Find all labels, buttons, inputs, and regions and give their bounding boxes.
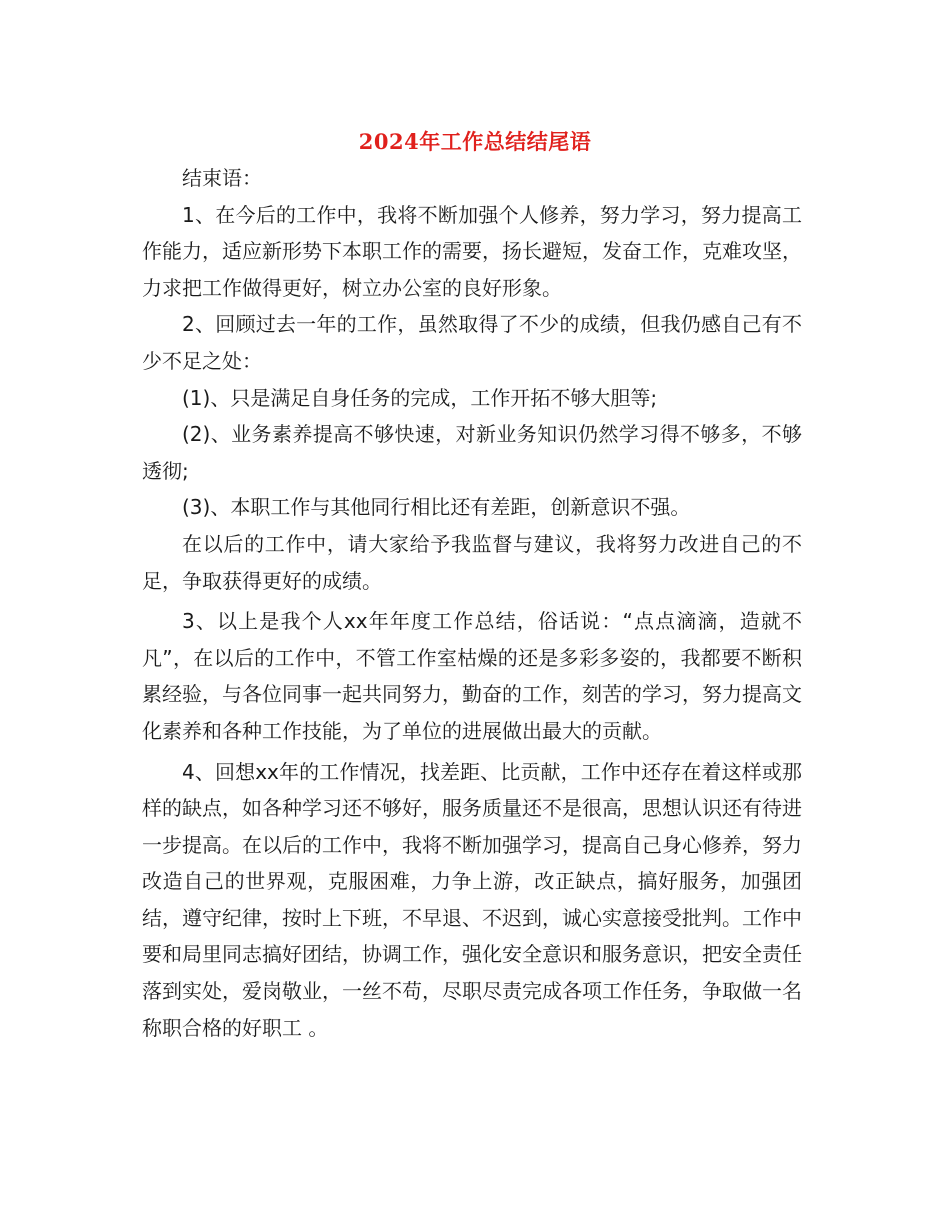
paragraph-improvement: 在以后的工作中，请大家给予我监督与建议，我将努力改进自己的不足，争取获得更好的成绩。 [142, 531, 802, 593]
paragraph-point-2: 2、回顾过去一年的工作，虽然取得了不少的成绩，但我仍感自己有不少不足之处： [142, 312, 802, 373]
paragraph-subpoint-1: (1)、只是满足自身任务的完成，工作开拓不够大胆等; [182, 385, 658, 410]
paragraph-subpoint-3: (3)、本职工作与其他同行相比还有差距，创新意识不强。 [182, 495, 691, 520]
paragraph-point-4: 4、回想xx年的工作情况，找差距、比贡献，工作中还存在着这样或那样的缺点，如各种学习还不够好，服务质量还不是很高，思想认识还有待进一步提高。在以后的工作中，我将不断加强学习，提高自己身心修养，努力改造自己的世界观，克服困难，力争上游，改正缺点，搞好服务，加强团结，遵守纪律，按时上下班，不早退、不迟到，诚心实意接受批判。工作中要和局里同志搞好团结，协调工作，强化安全意识和服务意识，把安全责任落到实处，爱岗敬业，一丝不苟，尽职尽责完成各项工作任务，争取做一名称职合格的好职工 。 [142, 759, 802, 1040]
paragraph-point-1: 1、在今后的工作中，我将不断加强个人修养，努力学习，努力提高工作能力，适应新形势下本职工作的需要，扬长避短，发奋工作，克难攻坚，力求把工作做得更好，树立办公室的良好形象。 [142, 202, 802, 300]
paragraph-closing-label: 结束语： [182, 166, 262, 190]
document-body [142, 160, 802, 1046]
paragraph-point-3: 3、以上是我个人xx年年度工作总结，俗话说：“点点滴滴，造就不凡”，在以后的工作中，不管工作室枯燥的还是多彩多姿的，我都要不断积累经验，与各位同事一起共同努力，勤奋的工作，刻苦的学习，努力提高文化素养和各种工作技能，为了单位的进展做出最大的贡献。 [142, 609, 802, 743]
paragraph-subpoint-2: (2)、业务素养提高不够快速，对新业务知识仍然学习得不够多，不够透彻; [142, 422, 802, 483]
document-title: 2024年工作总结结尾语 [358, 129, 592, 155]
